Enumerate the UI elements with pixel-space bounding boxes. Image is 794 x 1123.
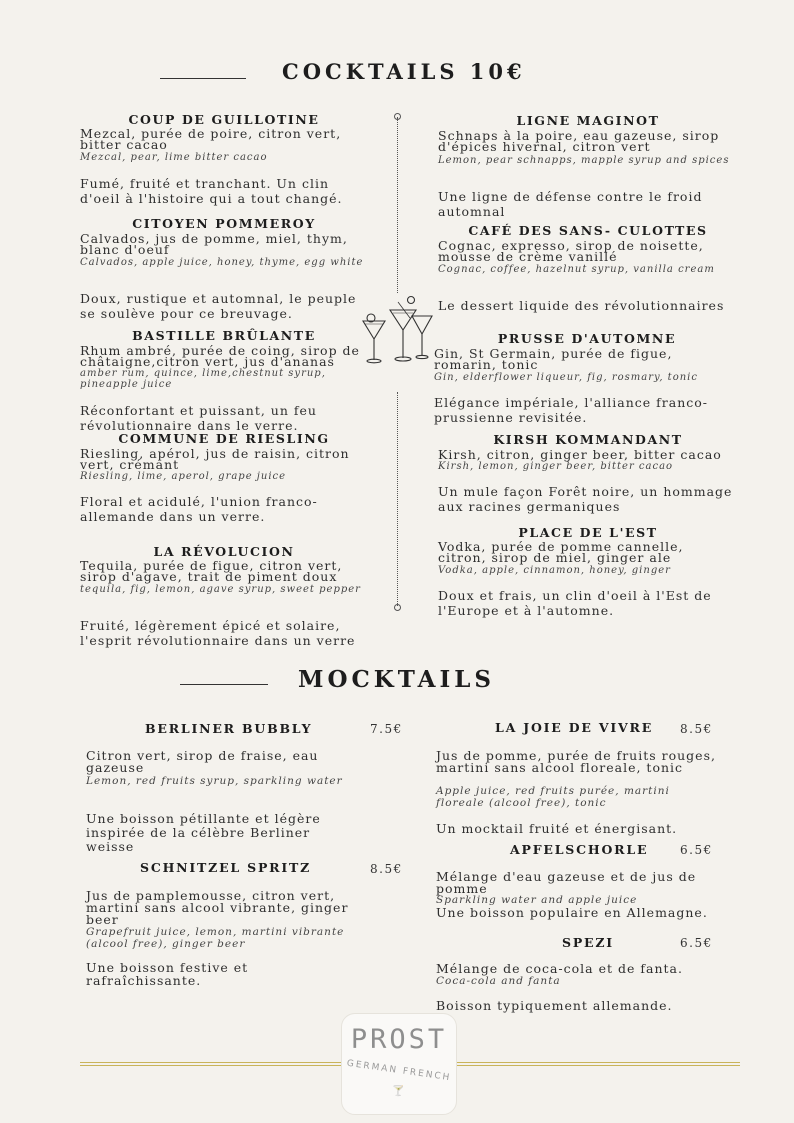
mocktail-price: 8.5€ — [680, 722, 713, 736]
cocktail-glasses-icon — [360, 294, 434, 368]
mocktails-rule-left — [180, 684, 268, 685]
cocktail-ingredients: Riesling, apérol, jus de raisin, citron vert, crémant — [80, 446, 350, 472]
cocktail-name: COUP DE GUILLOTINE — [128, 112, 320, 127]
cocktail-description: Fruité, légèrement épicé et solaire, l'esprit révolutionnaire dans un verre — [80, 618, 356, 648]
cocktail-description: Réconfortant et puissant, un feu révolutionnaire dans le verre. — [80, 403, 317, 433]
cocktail-english: Cognac, coffee, hazelnut syrup, vanilla cream — [438, 264, 715, 275]
cocktail-english: tequila, fig, lemon, agave syrup, sweet pepper — [80, 584, 361, 595]
cocktail-english: Riesling, lime, aperol, grape juice — [80, 471, 287, 482]
cocktail-english: Lemon, pear schnapps, mapple syrup and spices — [438, 155, 730, 166]
mocktail-name: SCHNITZEL SPRITZ — [140, 860, 312, 875]
mocktail-name: APFELSCHORLE — [510, 842, 649, 857]
mocktail-price: 7.5€ — [370, 722, 403, 736]
cocktail-ingredients: Gin, St Germain, purée de figue, romarin, tonic — [434, 346, 673, 372]
cocktail-name: CITOYEN POMMEROY — [132, 216, 316, 231]
cocktail-english: Kirsh, lemon, ginger beer, bitter cacao — [438, 461, 674, 472]
mocktail-ingredients: Mélange de coca-cola et de fanta. — [436, 961, 683, 976]
cocktail-name: CAFÉ DES SANS- CULOTTES — [468, 223, 708, 238]
cocktail-name: PLACE DE L'EST — [518, 525, 658, 540]
cocktail-ingredients: Mezcal, purée de poire, citron vert, bitter cacao — [80, 126, 342, 152]
cocktail-description: Le dessert liquide des révolutionnaires — [438, 298, 725, 313]
cocktail-english: Calvados, apple juice, honey, thyme, egg white — [80, 257, 364, 268]
cocktail-name: BASTILLE BRÛLANTE — [132, 328, 316, 343]
mocktail-price: 8.5€ — [370, 862, 403, 876]
column-divider-bottom — [397, 392, 398, 606]
cocktail-name: COMMUNE DE RIESLING — [118, 431, 330, 446]
cocktail-english: Vodka, apple, cinnamon, honey, ginger — [438, 565, 671, 576]
prost-logo — [341, 1013, 457, 1115]
mocktail-description: Une boisson festive et rafraîchissante. — [86, 960, 249, 988]
logo-tagline: GERMAN FRENCH — [346, 1058, 452, 1084]
mocktail-english: Apple juice, red fruits purée, martini floreale (alcool free), tonic — [436, 785, 670, 809]
logo-name: PROST — [350, 1024, 448, 1055]
cocktail-ingredients: Tequila, purée de figue, citron vert, sirop d'agave, trait de piment doux — [80, 558, 343, 584]
mocktail-english: Lemon, red fruits syrup, sparkling water — [86, 775, 343, 787]
cocktail-ingredients: Vodka, purée de pomme cannelle, citron, sirop de miel, ginger ale — [438, 539, 684, 565]
mocktail-description: Un mocktail fruité et énergisant. — [436, 821, 678, 836]
cocktail-description: Fumé, fruité et tranchant. Un clin d'oeil à l'histoire qui a tout changé. — [80, 176, 343, 206]
cocktail-ingredients: Schnaps à la poire, eau gazeuse, sirop d'épices hivernal, citron vert — [438, 128, 720, 154]
divider-dot-top — [394, 113, 401, 120]
cocktail-ingredients: Kirsh, citron, ginger beer, bitter cacao — [438, 447, 722, 462]
mocktail-name: SPEZI — [562, 935, 614, 950]
divider-dot-bottom — [394, 604, 401, 611]
mocktail-price: 6.5€ — [680, 936, 713, 950]
mocktail-name: LA JOIE DE VIVRE — [495, 720, 654, 735]
cocktail-english: Gin, elderflower liqueur, fig, rosmary, tonic — [434, 372, 698, 383]
mocktail-english: Coca-cola and fanta — [436, 975, 561, 987]
cocktail-description: Floral et acidulé, l'union franco-allemande dans un verre. — [80, 494, 318, 524]
footer-gold-rule-right — [456, 1062, 740, 1066]
cocktail-description: Doux, rustique et automnal, le peuple se soulève pour ce breuvage. — [80, 291, 357, 321]
cocktails-title: COCKTAILS 10€ — [282, 59, 526, 84]
cocktail-name: KIRSH KOMMANDANT — [493, 432, 683, 447]
cocktail-description: Elégance impériale, l'alliance franco-prussienne revisitée. — [434, 395, 709, 425]
footer-gold-rule-left — [80, 1062, 342, 1066]
mocktail-name: BERLINER BUBBLY — [145, 721, 313, 736]
mocktail-price: 6.5€ — [680, 843, 713, 857]
title-rule-left — [160, 78, 246, 79]
cocktail-name: PRUSSE D'AUTOMNE — [497, 331, 677, 346]
mocktail-english: Grapefruit juice, lemon, martini vibrante (alcool free), ginger beer — [86, 926, 345, 950]
mocktail-description: Boisson typiquement allemande. — [436, 998, 673, 1013]
cocktail-english: amber rum, quince, lime,chestnut syrup, pineapple juice — [80, 368, 326, 390]
cocktail-ingredients: Rhum ambré, purée de coing, sirop de châtaigne,citron vert, jus d'ananas — [80, 343, 360, 369]
mocktail-description: Une boisson pétillante et légère inspirée de la célèbre Berliner weisse — [86, 811, 321, 854]
cocktail-name: LA RÉVOLUCION — [153, 544, 295, 559]
cocktail-ingredients: Calvados, jus de pomme, miel, thym, blanc d'oeuf — [80, 231, 348, 257]
mocktails-title: MOCKTAILS — [298, 666, 496, 693]
mocktail-ingredients: Mélange d'eau gazeuse et de jus de pomme — [436, 869, 697, 896]
mocktail-description: Une boisson populaire en Allemagne. — [436, 905, 708, 920]
cocktail-ingredients: Cognac, expresso, sirop de noisette, mousse de crème vanillé — [438, 238, 704, 264]
cocktail-description: Doux et frais, un clin d'oeil à l'Est de l'Europe et à l'automne. — [438, 588, 712, 618]
mocktail-english: Sparkling water and apple juice — [436, 894, 638, 906]
mocktail-ingredients: Jus de pamplemousse, citron vert, martini sans alcool vibrante, ginger beer — [86, 888, 349, 927]
column-divider-top — [397, 117, 398, 293]
cocktail-description: Une ligne de défense contre le froid automnal — [438, 189, 703, 219]
mocktail-ingredients: Citron vert, sirop de fraise, eau gazeuse — [86, 748, 319, 775]
cocktail-name: LIGNE MAGINOT — [516, 113, 660, 128]
glass-icon: 🍸 — [392, 1086, 405, 1097]
cocktail-english: Mezcal, pear, lime bitter cacao — [80, 152, 268, 163]
mocktail-ingredients: Jus de pomme, purée de fruits rouges, martini sans alcool floreale, tonic — [436, 748, 716, 775]
cocktail-description: Un mule façon Forêt noire, un hommage aux racines germaniques — [438, 484, 733, 514]
